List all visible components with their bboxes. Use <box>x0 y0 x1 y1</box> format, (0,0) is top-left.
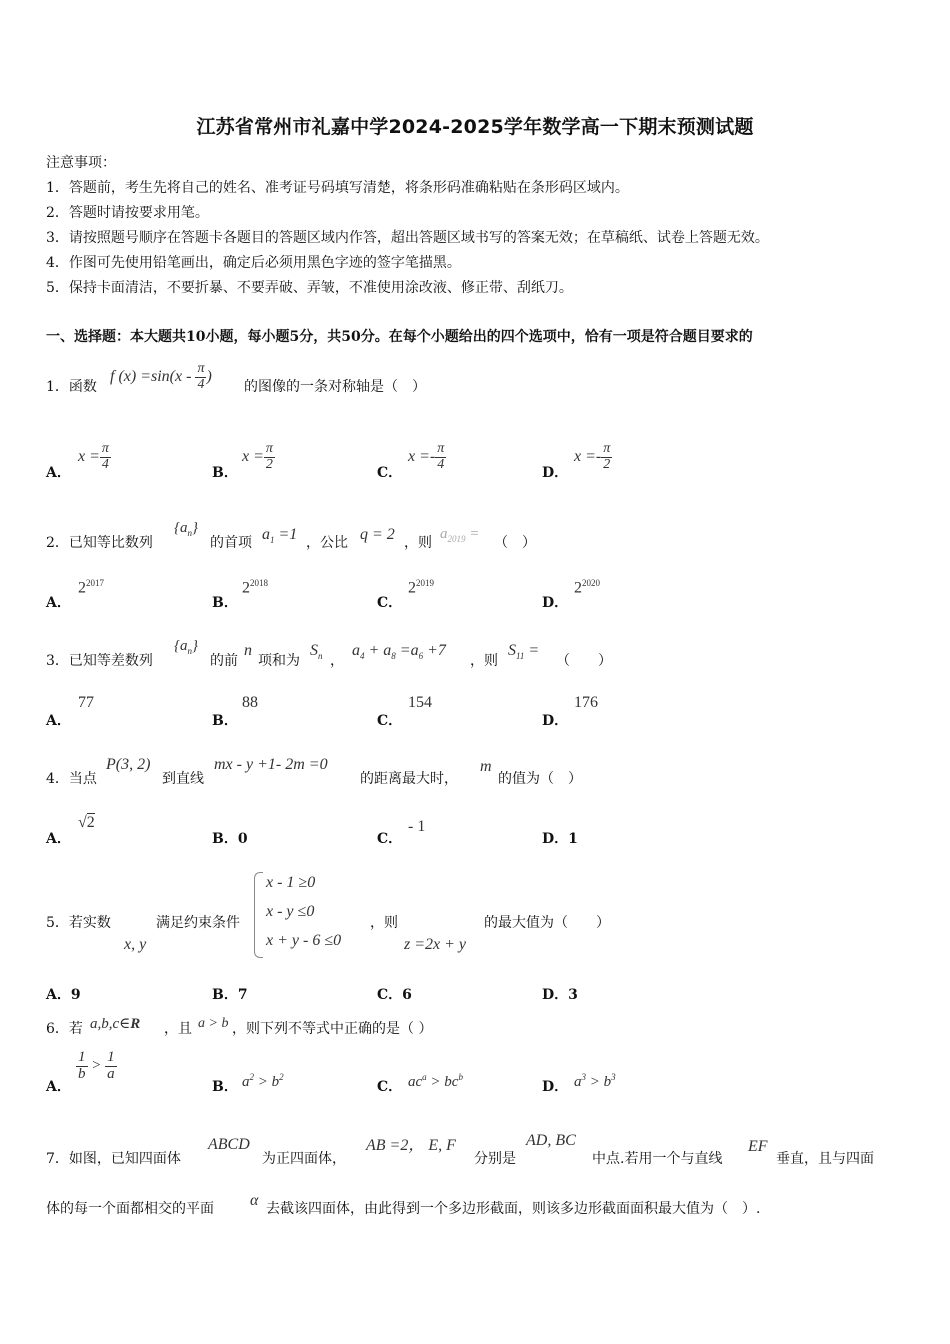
question-text: ，且 <box>164 1021 192 1037</box>
q4-m: m <box>480 758 492 775</box>
question-number: 6． <box>46 1021 69 1037</box>
q6-option-a: $\frac{1}{b}$ > $\frac{1}{a}$ <box>78 1049 115 1082</box>
q1-option-a: x = $\frac{\pi}{4}$ <box>78 441 109 472</box>
option-label-c: C． <box>377 1079 403 1095</box>
question-text: 中点.若用一个与直线 <box>592 1151 723 1167</box>
option-label-c: C． <box>377 465 403 481</box>
q5-constraint-1: x - 1 ≥0 <box>266 874 316 891</box>
notice-item-3: 3．请按照题号顺序在答题卡各题目的答题区域内作答，超出答题区域书写的答案无效；在草稿纸、试卷上答题无效。 <box>46 230 769 246</box>
option-label-b: B． <box>212 1079 238 1095</box>
q6-option-c: $ac^a > bc^b$ <box>408 1072 463 1090</box>
question-text: 函数 <box>68 379 97 395</box>
option-label-a: A． <box>46 465 71 481</box>
constraint-brace <box>254 872 263 958</box>
q3-sum-11: $S_{11}$ = <box>508 642 540 662</box>
question-text: 去截该四面体，由此得到一个多边形截面，则该多边形截面面积最大值为（ ）. <box>266 1201 761 1217</box>
q3-condition: $a_4 + a_8 =a_6 +7$ <box>352 642 446 662</box>
q5-constraint-2: x - y ≤0 <box>266 903 315 920</box>
q2-option-a: $2^{2017}$ <box>78 578 104 597</box>
question-1 <box>46 376 97 396</box>
q6-set: a,b,c∈R <box>90 1016 141 1032</box>
question-number: 4． <box>46 771 69 787</box>
question-text: 的值为（ ） <box>498 771 582 787</box>
question-text: 项和为 <box>258 653 300 669</box>
option-label-d: D． <box>542 713 569 729</box>
q2-sequence: $\{a_n\}$ <box>174 520 198 538</box>
option-label-a: A． <box>46 595 71 611</box>
question-text: 的距离最大时， <box>360 771 458 787</box>
q1-option-d: x =- $\frac{\pi}{2}$ <box>574 441 611 472</box>
page-title: 江苏省常州市礼嘉中学2024-2025学年数学高一下期末预测试题 <box>196 116 754 138</box>
q3-n: n <box>244 642 252 659</box>
q3-sum: $S_n$ <box>310 642 323 662</box>
question-text: 的图像的一条对称轴是（ ） <box>244 379 426 395</box>
q2-option-b: $2^{2018}$ <box>242 578 268 597</box>
question-text: （ ） <box>556 653 612 669</box>
question-number: 1． <box>46 379 69 395</box>
q5-option-c: C．6 <box>377 987 412 1003</box>
q5-option-b: B．7 <box>212 987 248 1003</box>
q7-midpoints: AD, BC <box>526 1132 576 1149</box>
question-text: ，则 <box>470 653 498 669</box>
q1-function-formula: f (x) =sin(x - $\frac{\pi}{4}$ ) <box>110 361 212 392</box>
q7-tetrahedron: ABCD <box>208 1136 250 1153</box>
q3-option-c: 154 <box>408 694 432 711</box>
question-number: 5． <box>46 915 69 931</box>
q6-option-d: $a^3 > b^3$ <box>574 1072 616 1090</box>
q7-line-ef: EF <box>748 1138 768 1155</box>
q4-point: P(3, 2) <box>106 756 151 773</box>
question-text: 的前 <box>210 653 238 669</box>
q4-option-a: √2 <box>78 814 95 831</box>
option-label-c: C． <box>377 831 403 847</box>
option-label-a: A． <box>46 1079 71 1095</box>
notice-item-4: 4．作图可先使用铅笔画出，确定后必须用黑色字迹的签字笔描黑。 <box>46 255 461 271</box>
q6-condition: a > b <box>198 1016 229 1031</box>
notice-item-2: 2．答题时请按要求用笔。 <box>46 205 209 221</box>
q1-option-c: x =- $\frac{\pi}{4}$ <box>408 441 445 472</box>
question-3: 3．已知等差数列 <box>46 653 153 669</box>
q5-option-a: A．9 <box>46 987 81 1003</box>
q5-option-d: D．3 <box>542 987 578 1003</box>
question-text: 的首项 <box>210 535 252 551</box>
question-text: 分别是 <box>474 1151 516 1167</box>
question-text: ，公比 <box>306 535 348 551</box>
notice-item-1: 1．答题前，考生先将自己的姓名、准考证号码填写清楚，将条形码准确粘贴在条形码区域内。 <box>46 180 629 196</box>
q7-condition: AB =2， E, F <box>366 1137 456 1154</box>
option-label-a: A． <box>46 831 71 847</box>
question-text: 的最大值为（ ） <box>484 915 610 931</box>
q2-option-c: $2^{2019}$ <box>408 578 434 597</box>
sqrt-icon: √ <box>78 814 87 831</box>
q4-option-d-line: D．1 <box>542 831 578 847</box>
q4-line: mx - y +1- 2m =0 <box>214 756 328 773</box>
question-text: 满足约束条件 <box>156 915 240 931</box>
question-text: ，则 <box>404 535 432 551</box>
option-label-d: D． <box>542 1079 569 1095</box>
question-text: 到直线 <box>162 771 204 787</box>
q2-term-2019: $a_{2019}$ = <box>440 526 480 544</box>
option-label-c: C． <box>377 595 403 611</box>
question-text: 垂直，且与四面 <box>776 1151 874 1167</box>
q5-objective: z =2x + y <box>404 936 467 953</box>
question-number: 3． <box>46 653 69 669</box>
option-label-d: D． <box>542 595 569 611</box>
question-text: 为正四面体， <box>262 1151 346 1167</box>
option-label-b: B． <box>212 465 238 481</box>
question-text: 体的每一个面都相交的平面 <box>46 1201 214 1217</box>
q3-option-b: 88 <box>242 694 258 711</box>
option-label-c: C． <box>377 713 403 729</box>
q1-option-b: x = $\frac{\pi}{2}$ <box>242 441 273 472</box>
q2-option-d: $2^{2020}$ <box>574 578 600 597</box>
q7-alpha: α <box>250 1192 259 1209</box>
q3-sequence: $\{a_n\}$ <box>174 638 198 656</box>
question-number: 7． <box>46 1151 69 1167</box>
question-4: 4．当点 <box>46 771 97 787</box>
q3-option-d: 176 <box>574 694 598 711</box>
q3-option-a: 77 <box>78 694 94 711</box>
question-text: ，则下列不等式中正确的是（ ） <box>232 1021 433 1037</box>
option-label-b: B． <box>212 595 238 611</box>
q4-option-b-line: B．0 <box>212 831 248 847</box>
question-text: （ ） <box>494 535 536 551</box>
q2-first-term: $a_1 =1$ <box>262 526 298 546</box>
q6-option-b: $a^2 > b^2$ <box>242 1072 284 1090</box>
question-7: 7．如图，已知四面体 <box>46 1151 181 1167</box>
question-2: 2．已知等比数列 <box>46 535 153 551</box>
notice-heading: 注意事项： <box>46 155 116 171</box>
option-label-d: D． <box>542 465 569 481</box>
option-label-a: A． <box>46 713 71 729</box>
question-number: 2． <box>46 535 69 551</box>
q5-constraint-3: x + y - 6 ≤0 <box>266 932 342 949</box>
question-text: ，则 <box>370 915 398 931</box>
q5-vars: x, y <box>124 936 147 953</box>
q2-ratio: q = 2 <box>360 526 395 543</box>
q4-option-c: - 1 <box>408 818 426 835</box>
notice-item-5: 5．保持卡面清洁，不要折暴、不要弄破、弄皱，不准使用涂改液、修正带、刮纸刀。 <box>46 280 573 296</box>
question-6: 6．若 <box>46 1021 83 1037</box>
section-heading: 一、选择题：本大题共10小题，每小题5分，共50分。在每个小题给出的四个选项中，恰有一项是符合题目要求的 <box>46 329 753 345</box>
question-5: 5．若实数 <box>46 915 111 931</box>
question-text: ， <box>330 653 344 669</box>
option-label-b: B． <box>212 713 238 729</box>
